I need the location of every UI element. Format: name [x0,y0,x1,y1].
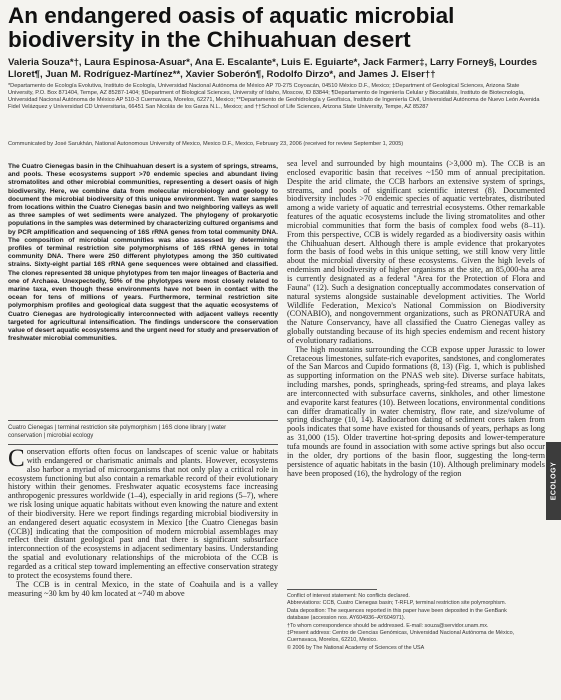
section-tab [546,442,561,520]
footnote-divider [287,589,377,590]
footnote-data-deposition: Data deposition: The sequences reported in this paper have been deposited in the GenBank [287,607,507,614]
introduction-section [8,445,278,598]
abstract: The Cuatro Cienegas basin in the Chihuahuan desert is a system of springs, streams, and pools. These ecosystems support >70 endemic species and abundant living stromatolites and other microbial communities, representing a desert oasis of high biodiversity. Here, we combine data from molecular microbiology and geology to document the microbial biodiversity of this unique environment. Ten water samples from locations within the Cuatro Cienegas basin and two neighboring valleys as well as three samples of wet sediments were analyzed. The phylogeny of prokaryotic populations in the samples was determined by characterizing cultured organisms and by PCR amplification and sequencing of 16S rRNA genes from total community DNA. The composition of microbial communities was also assessed by determining profiles of terminal restriction site polymorphisms of 16S rRNA genes in total community DNA. There were 250 different phylotypes among the 350 cultivated strains. Sixty-eight partial 16S rRNA gene sequences were obtained and classified. The clones represented 38 unique phylotypes from ten major lineages of Bacteria and one of Archaea. Unexpectedly, 50% of the phylotypes were most closely related to marine taxa, even though these environments have not been in contact with the ocean for tens of millions of years. Furthermore, terminal restriction site polymorphism profiles and geological data suggest that the aquatic ecosystems of Cuatro Cienegas are hydrologically interconnected with adjacent valleys recently targeted for agricultural intensification. The findings underscore the conservation value of desert aquatic ecosystems and the urgent need for study and preservation of freshwater microbial communities. [8,163,278,343]
footnotes [287,593,545,652]
footnote-present-address: ‡Present address: Centro de Ciencias Genómicas, Universidad Nacional Autónoma de México, Cuernavaca, Morelos, 62210, Mexico. [287,630,515,644]
right-column-text [287,160,545,478]
abstract-divider [8,420,278,421]
author-list: Valeria Souza*†, Laura Espinosa-Asuar*, Ana E. Escalante*, Luis E. Eguiarte*, Jack Farmer‡, Larry Forney§, Lourdes Lloret¶, Juan M. Rodríguez-Martínez**, Xavier Soberón¶, Rodolfo Dirzo*, and James J. Elser†† [8,57,538,80]
body-paragraph: sea level and surrounded by high mountains (>3,000 m). The CCB is an enclosed evaporitic basin that receives ~150 mm of annual precipitation. Despite the arid climate, the CCB harbors an extensive system of springs, streams, and pools of significant scientific interest (8). Documented biodiversity includes >70 endemic species of aquatic vertebrates, distributed among a wide variety of aquatic and terrestrial ecosystems. Other remarkable features of the aquatic ecosystems include the living stromatolites and other microbial communities that form the basis of complex food webs (8–11). From this perspective, CCB is widely regarded as a biodiversity oasis within the Chihuahuan desert. Although there is ample evidence that prokaryotes form the basis of food webs in this unique setting, we still know very little about the microbial diversity of these ecosystems. Given the high levels of endemism and biodiversity of higher organisms at the site, an 85,000-ha area is currently designated as a federal "Area for the Protection of Flora and Fauna" (12). Such a designation conceptually accommodates conservation of natural systems alongside sustainable development activities. The World Wildlife Federation, Mexico's National Commission on Biodiversity (CONABIO), and nongovernment organizations, such as PRONATURA and the Nature Conservancy, have all classified the Cuatro Cienegas valley as globally outstanding because of its high species endemism and recent history of evolutionary radiations. [287,159,545,345]
section-tab-label: ECOLOGY [550,461,557,501]
footnote-copyright: © 2006 by The National Academy of Sciences of the USA [287,644,425,651]
intro-paragraph-1: onservation efforts often focus on landscapes of scenic value or habitats with endangered or charismatic animals and plants. However, ecosystems also harbor a myriad of microorganisms that not only play a critical role in ecosystem functioning but also contain a remarkable record of their evolutionary history within their genomes. Freshwater aquatic ecosystems face increasing anthropogenic pressures worldwide (1–4), especially in arid regions (5–7), where we risk losing unique aquatic habitats without even knowing the nature and extent of their biodiversity. Here we report findings regarding microbial biodiversity in an endangered desert aquatic ecosystem in Mexico [the Cuatro Cienegas basin (CCB)] indicating that the composition of modern microbial assemblages may reflect their distant geological past and that there is significant subsurface interconnection of the ecosystems in adjacent sedimentary basins. Understanding the spatial and evolutionary relationships of the microbiota of the CCB is regarded as a critical step toward implementing an effective conservation strategy to protect the ecosystems found there. [8,447,278,580]
keywords: Cuatro Cienegas | terminal restriction site polymorphism | 16S clone library | water conservation | microbial ecology [8,425,227,439]
keywords-divider [8,444,278,445]
drop-cap: C [8,445,25,472]
footnote-conflict: Conflict of interest statement: No conflicts declared. [287,593,410,599]
communicated-by: Communicated by José Sarukhán, National Autonomous University of Mexico, Mexico D.F., Mexico, February 23, 2006 (received for review September 1, 2005) [8,141,404,147]
intro-paragraph-2: The CCB is in central Mexico, in the state of Coahuila and is a valley measuring ~30 km by 40 km located at ~740 m above [8,579,278,598]
affiliations: *Departamento de Ecología Evolutiva, Instituto de Ecología, Universidad Nacional Autónoma de México AP 70-275 Coyoacán, 04510 México D.F., Mexico; ‡Department of Geological Sciences, Arizona State University, P.O. Box 871404, Tempe, AZ 85287-1404; §Department of Biological Sciences, University of Idaho, Moscow, ID 83844; ¶Departamento de Ingeniería Celular y Biocatálisis, Instituto de Biotecnología, Universidad Nacional Autónoma de México AP 510-3 Cuernavaca, Morelos, 62271, Mexico; **Departamento de Geohidrología y Geofísica, Instituto de Ingeniería Civil, Universidad Autónoma de Nuevo León Avenida Fidel Velázquez y Universidad CD Universitaria, 66451 San Nicolás de los Garza N.L., Mexico; and ††School of Life Sciences, Arizona State University, Tempe, AZ 85287 [8,83,540,110]
footnote-abbreviations: Abbreviations: CCB, Cuatro Cienegas basin; T-RFLP, terminal restriction site polymorphism. [287,600,507,607]
footnote-correspondence: †To whom correspondence should be addressed. E-mail: souza@servidor.unam.mx. [287,622,489,629]
body-paragraph: The high mountains surrounding the CCB expose upper Jurassic to lower Cretaceous limestones, sulfate-rich evaporites, sandstones, and conglomerates of the San Marcos and Cupido formations (8, 13) (Fig. 1, which is published as supporting information on the PNAS web site). Diverse surface habitats, including marshes, ponds, springheads, spring-fed streams, and playa lakes are interconnected with subsurface caverns, sinkholes, and other limestone and evaporite karst features (10). Between locations, environmental conditions can differ dramatically in water chemistry, flow rate, and size/volume of spring discharge (10, 14). Radiocarbon dating of sediment cores taken from pools indicates that some have existed for thousands of years, perhaps as long as 31,000 (15). Older travertine hot-spring deposits and lower-temperature tufa mounds are found in association with some active springs but also occur in the older, dry portions of the basin floor, suggesting the long-term persistence of aquatic habitats in the basin (10). Although preliminary models have been proposed (16), the hydrology of the region [287,344,545,478]
footnote-data-deposition-cont: database (accession nos. AY604936–AY604971). [287,615,406,622]
paper-title: An endangered oasis of aquatic microbial biodiversity in the Chihuahuan desert [8,3,455,52]
